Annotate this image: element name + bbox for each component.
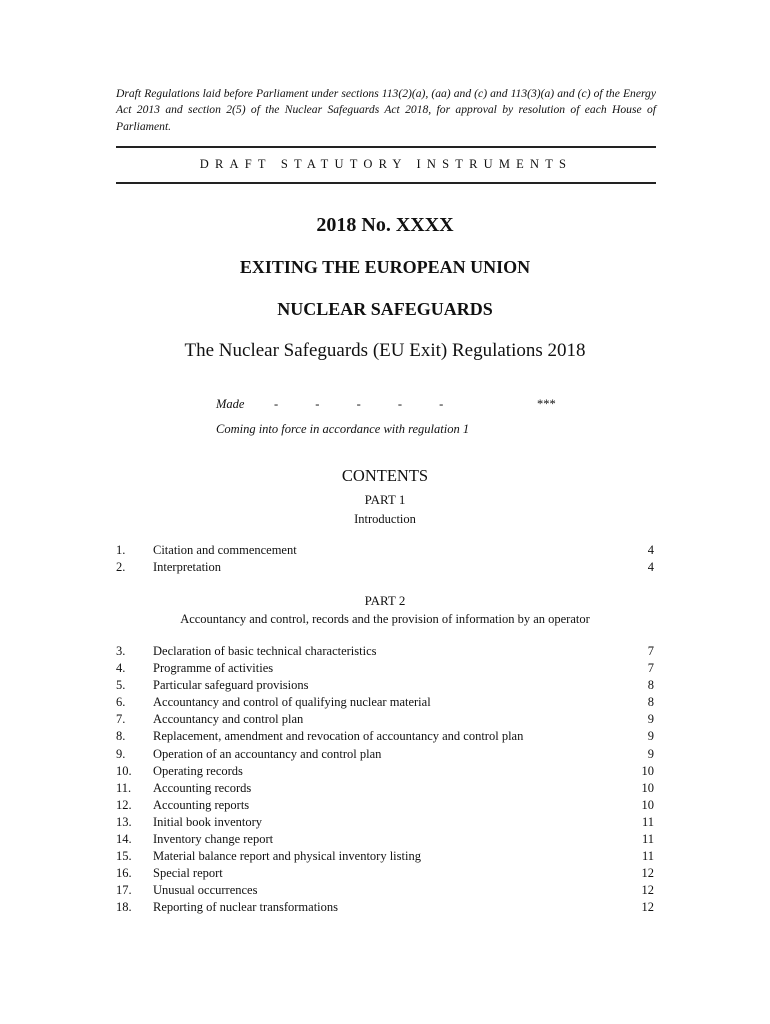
toc-regulation-title: Reporting of nuclear transformations: [153, 900, 339, 915]
toc-part-2-list: [116, 643, 656, 917]
toc-page-number: 7: [647, 661, 654, 676]
toc-regulation-number: 11.: [116, 780, 132, 795]
subject-heading-2: NUCLEAR SAFEGUARDS: [277, 299, 493, 319]
toc-regulation-number: 18.: [116, 900, 132, 915]
toc-regulation-title: Material balance report and physical inventory listing: [153, 849, 421, 864]
toc-regulation-number: 14.: [116, 832, 132, 847]
toc-regulation-number: 17.: [116, 883, 132, 898]
toc-row[interactable]: [116, 711, 656, 728]
toc-regulation-number: 1.: [116, 543, 126, 557]
part-2-label: PART 2: [364, 593, 406, 608]
toc-regulation-number: 16.: [116, 866, 132, 881]
toc-regulation-title: Accountancy and control plan: [153, 712, 304, 727]
toc-row[interactable]: [116, 899, 656, 916]
toc-page-number: 7: [647, 644, 654, 658]
toc-regulation-number: 6.: [116, 695, 126, 710]
toc-page-number: 11: [641, 849, 654, 864]
toc-row[interactable]: [116, 694, 656, 711]
toc-regulation-title: Particular safeguard provisions: [153, 678, 309, 693]
toc-part-1-list: [116, 542, 656, 576]
toc-regulation-number: 12.: [116, 797, 132, 812]
toc-page-number: 12: [641, 866, 654, 881]
toc-page-number: 11: [641, 814, 654, 829]
part-1-label: PART 1: [364, 492, 406, 507]
toc-regulation-title: Accountancy and control of qualifying nuclear material: [153, 695, 431, 710]
toc-regulation-number: 5.: [116, 678, 126, 693]
instrument-banner: DRAFT STATUTORY INSTRUMENTS: [199, 157, 573, 171]
part-2-name: Accountancy and control, records and the provision of information by an operator: [180, 612, 590, 626]
toc-page-number: 10: [641, 763, 654, 778]
toc-row[interactable]: [116, 882, 656, 899]
toc-page-number: 12: [641, 900, 654, 915]
toc-regulation-title: Declaration of basic technical characteristics: [153, 644, 377, 658]
banner-rule-bottom: [116, 182, 656, 184]
made-dashes: - - - - -: [274, 397, 461, 411]
toc-regulation-title: Citation and commencement: [153, 543, 297, 557]
instrument-title: The Nuclear Safeguards (EU Exit) Regulations 2018: [184, 340, 586, 361]
toc-regulation-title: Inventory change report: [153, 832, 274, 847]
toc-row[interactable]: [116, 746, 656, 763]
coming-into-force: Coming into force in accordance with regulation 1: [216, 422, 470, 436]
made-label: Made: [216, 397, 245, 411]
toc-row[interactable]: [116, 831, 656, 848]
laying-statement: Draft Regulations laid before Parliament under sections 113(2)(a), (aa) and (c) and 113(3)(a) and (c) of the Energy Act 2013 and section 2(5) of the Nuclear Safeguards Act 2018, for approval by resolution of each House of Parliament.: [116, 87, 656, 133]
toc-regulation-number: 7.: [116, 712, 126, 727]
toc-regulation-number: 15.: [116, 849, 132, 864]
toc-regulation-number: 3.: [116, 644, 126, 658]
toc-page-number: 8: [647, 695, 654, 710]
toc-row[interactable]: [116, 865, 656, 882]
toc-regulation-title: Interpretation: [153, 560, 222, 575]
toc-regulation-title: Replacement, amendment and revocation of accountancy and control plan: [153, 729, 524, 744]
toc-row[interactable]: [116, 797, 656, 814]
toc-row[interactable]: [116, 814, 656, 831]
toc-page-number: 9: [647, 712, 654, 727]
toc-regulation-title: Unusual occurrences: [153, 883, 258, 898]
toc-regulation-title: Initial book inventory: [153, 814, 263, 829]
toc-regulation-number: 2.: [116, 560, 126, 575]
toc-regulation-number: 9.: [116, 746, 126, 761]
contents-heading: CONTENTS: [341, 466, 429, 485]
banner-rule-top: [116, 146, 656, 148]
toc-page-number: 10: [641, 780, 654, 795]
toc-row[interactable]: [116, 728, 656, 745]
toc-row[interactable]: [116, 542, 656, 559]
subject-heading-1: EXITING THE EUROPEAN UNION: [239, 257, 531, 277]
toc-page-number: 8: [647, 678, 654, 693]
toc-page-number: 4: [647, 560, 654, 575]
made-date: ***: [537, 397, 556, 411]
si-number: 2018 No. XXXX: [316, 214, 454, 236]
toc-regulation-title: Accounting reports: [153, 797, 250, 812]
toc-row[interactable]: [116, 677, 656, 694]
toc-row[interactable]: [116, 660, 656, 677]
part-1-name: Introduction: [354, 512, 416, 526]
toc-regulation-title: Accounting records: [153, 780, 252, 795]
toc-row[interactable]: [116, 848, 656, 865]
toc-regulation-number: 13.: [116, 814, 132, 829]
toc-regulation-number: 8.: [116, 729, 126, 744]
toc-page-number: 10: [641, 797, 654, 812]
toc-page-number: 11: [641, 832, 654, 847]
toc-regulation-number: 10.: [116, 763, 132, 778]
toc-regulation-title: Special report: [153, 866, 223, 881]
toc-regulation-title: Operating records: [153, 763, 243, 778]
toc-row[interactable]: [116, 780, 656, 797]
toc-row[interactable]: [116, 763, 656, 780]
toc-row[interactable]: [116, 643, 656, 660]
toc-page-number: 12: [641, 883, 654, 898]
toc-page-number: 9: [647, 729, 654, 744]
toc-page-number: 4: [647, 543, 654, 557]
toc-regulation-title: Programme of activities: [153, 661, 274, 676]
toc-page-number: 9: [647, 746, 654, 761]
toc-row[interactable]: [116, 559, 656, 576]
toc-regulation-number: 4.: [116, 661, 126, 676]
toc-regulation-title: Operation of an accountancy and control plan: [153, 746, 382, 761]
